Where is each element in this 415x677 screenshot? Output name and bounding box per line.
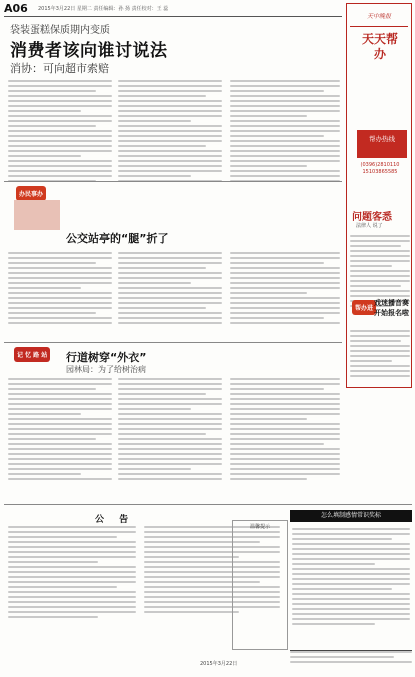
header-rule (4, 16, 342, 17)
lead-headline: 消费者该向谁讨说法 (10, 41, 168, 61)
story3-title: 行道树穿“外衣” (66, 351, 147, 364)
section-divider (4, 181, 342, 182)
story2-col-2 (118, 252, 222, 327)
hotline-number: (0396)2810110 15103865585 (360, 162, 400, 175)
story2-col-1 (8, 252, 112, 327)
story2-tag: 办民事办 (16, 186, 46, 201)
bottom-divider (4, 504, 412, 505)
play-tag: 帮办进 (352, 300, 376, 315)
dateline: 2015年3月22日 星期二 责任编辑：孙 扬 责任校对：王 蕊 (38, 6, 169, 12)
lead-subhead: 消协：可向超市索赔 (10, 62, 109, 75)
play-body (350, 330, 410, 380)
sidebar-brand-small: 天中晚报 (366, 13, 391, 20)
lead-col-3 (230, 80, 340, 185)
notice-col-1 (8, 526, 136, 621)
story3-subtitle: 园林局：为了给树治病 (66, 365, 146, 374)
tips-box (232, 520, 288, 650)
right-band-title: 怎么填制感情常识奖标 (290, 510, 412, 522)
story3-col-3 (230, 378, 340, 483)
qa-subtitle: 法律人 说了 (356, 223, 383, 229)
notice-title: 公 告 (95, 515, 135, 525)
play-title: 戏迷播音赛开始报名啦 (374, 299, 409, 317)
lead-kicker: 袋装蛋糕保质期内变质 (10, 25, 110, 36)
story2-col-3 (230, 252, 340, 327)
story3-col-2 (118, 378, 222, 483)
lead-col-1 (8, 80, 112, 185)
sidebar-brand-big: 天天帮办 (361, 32, 398, 61)
story3-col-1 (8, 378, 112, 483)
notice-date: 2015年3月22日 (200, 661, 238, 667)
qa-title: 问题客悉 (352, 212, 392, 223)
hotline-label: 帮办热线 (357, 130, 407, 158)
page-footer (290, 650, 412, 674)
story3-tag: 记 忆 路 站 (14, 347, 50, 362)
sidebar-brand-top (350, 7, 408, 27)
lead-col-2 (118, 80, 222, 185)
tips-box-title: 温馨提示 (249, 524, 270, 530)
story2-photo (14, 200, 60, 230)
page-number: A06 (4, 2, 28, 15)
right-band-body (292, 528, 410, 628)
section-divider-2 (4, 342, 342, 343)
story2-title: 公交站亭的“腿”折了 (66, 232, 169, 245)
